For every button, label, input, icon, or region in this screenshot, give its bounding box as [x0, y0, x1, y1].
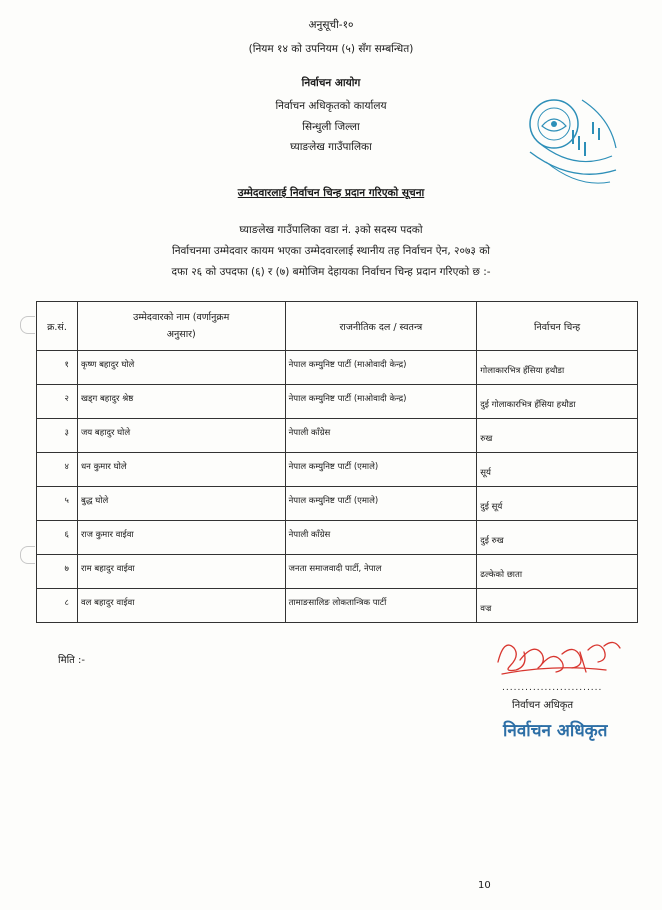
row-party: तामाङसालिङ लोकतान्त्रिक पार्टी: [285, 589, 477, 623]
table-row: [37, 487, 638, 521]
row-candidate-name: कृष्ण बहादुर घोले: [77, 351, 285, 385]
row-serial: ८: [37, 589, 78, 623]
notice-body-line-3: दफा २६ को उपदफा (६) र (७) बमोजिम देहायका निर्वाचन चिन्ह प्रदान गरिएको छ :-: [171, 266, 491, 278]
row-serial: ५: [37, 487, 78, 521]
row-symbol: सूर्य: [477, 453, 638, 487]
table-row: [37, 385, 638, 419]
row-party: नेपाल कम्युनिष्ट पार्टी (माओवादी केन्द्र): [285, 385, 477, 419]
row-serial: ४: [37, 453, 78, 487]
row-symbol: दुई सूर्य: [477, 487, 638, 521]
header-name-line-1: उम्मेदवारको नाम (वर्णानुक्रम: [133, 312, 230, 323]
table-row: [37, 555, 638, 589]
row-candidate-name: राज कुमार वाईवा: [77, 521, 285, 555]
signature-icon: [494, 632, 624, 680]
row-candidate-name: बुद्ध घोले: [77, 487, 285, 521]
header-candidate-name: [77, 302, 285, 351]
table-row: [37, 419, 638, 453]
office-name: निर्वाचन अधिकृतको कार्यालय: [275, 100, 387, 112]
row-serial: १: [37, 351, 78, 385]
signature-line: ..........................: [502, 683, 603, 693]
header-symbol: निर्वाचन चिन्ह: [477, 302, 638, 351]
row-serial: २: [37, 385, 78, 419]
row-serial: ३: [37, 419, 78, 453]
row-symbol: गोलाकारभित्र हँसिया हथौडा: [477, 351, 638, 385]
row-candidate-name: खड्ग बहादुर श्रेष्ठ: [77, 385, 285, 419]
header-name-line-2: अनुसार): [166, 329, 196, 340]
punch-hole-mark: [20, 546, 35, 564]
notice-body-line-2: निर्वाचनमा उम्मेदवार कायम भएका उम्मेदवारलाई स्थानीय तह निर्वाचन ऐन, २०७३ को: [172, 245, 490, 257]
header-party: राजनीतिक दल / स्वतन्त्र: [285, 302, 477, 351]
row-candidate-name: वल बहादुर वाईवा: [77, 589, 285, 623]
row-party: जनता समाजवादी पार्टी, नेपाल: [285, 555, 477, 589]
row-party: नेपाली काँग्रेस: [285, 419, 477, 453]
row-serial: ६: [37, 521, 78, 555]
rule-reference: (नियम १४ को उपनियम (५) सँग सम्बन्धित): [248, 43, 414, 55]
table-row: [37, 453, 638, 487]
officer-stamp: निर्वाचन अधिकृत: [503, 721, 608, 741]
district-name: सिन्धुली जिल्ला: [302, 121, 360, 133]
row-symbol: रुख: [477, 419, 638, 453]
row-serial: ७: [37, 555, 78, 589]
header-serial: क्र.सं.: [37, 302, 78, 351]
row-candidate-name: जय बहादुर घोले: [77, 419, 285, 453]
candidates-table: [36, 301, 638, 623]
row-candidate-name: राम बहादुर वाईवा: [77, 555, 285, 589]
punch-hole-mark: [20, 316, 35, 334]
row-symbol: दुई रुख: [477, 521, 638, 555]
row-party: नेपाल कम्युनिष्ट पार्टी (एमाले): [285, 453, 477, 487]
table-header-row: [37, 302, 638, 351]
notice-body-line-1: घ्याङलेख गाउँपालिका वडा नं. ३को सदस्य पदको: [239, 224, 423, 236]
row-symbol: वज्र: [477, 589, 638, 623]
row-party: नेपाली काँग्रेस: [285, 521, 477, 555]
office-seal-icon: [512, 92, 630, 198]
row-party: नेपाल कम्युनिष्ट पार्टी (एमाले): [285, 487, 477, 521]
row-party: नेपाल कम्युनिष्ट पार्टी (माओवादी केन्द्र): [285, 351, 477, 385]
municipality-name: घ्याङलेख गाउँपालिका: [290, 141, 372, 153]
annex-label: अनुसूची-१०: [308, 19, 354, 31]
table-row: [37, 589, 638, 623]
table-row: [37, 521, 638, 555]
officer-title: निर्वाचन अधिकृत: [512, 700, 574, 711]
notice-title: उम्मेदवारलाई निर्वाचन चिन्ह प्रदान गरिएको सूचना: [237, 187, 425, 199]
page-number: 10: [478, 880, 491, 891]
row-symbol: ढल्केको छाता: [477, 555, 638, 589]
row-candidate-name: धन कुमार घोले: [77, 453, 285, 487]
table-row: [37, 351, 638, 385]
date-label: मिति :-: [58, 655, 86, 666]
commission-name: निर्वाचन आयोग: [301, 77, 361, 89]
row-symbol: दुई गोलाकारभित्र हँसिया हथौडा: [477, 385, 638, 419]
